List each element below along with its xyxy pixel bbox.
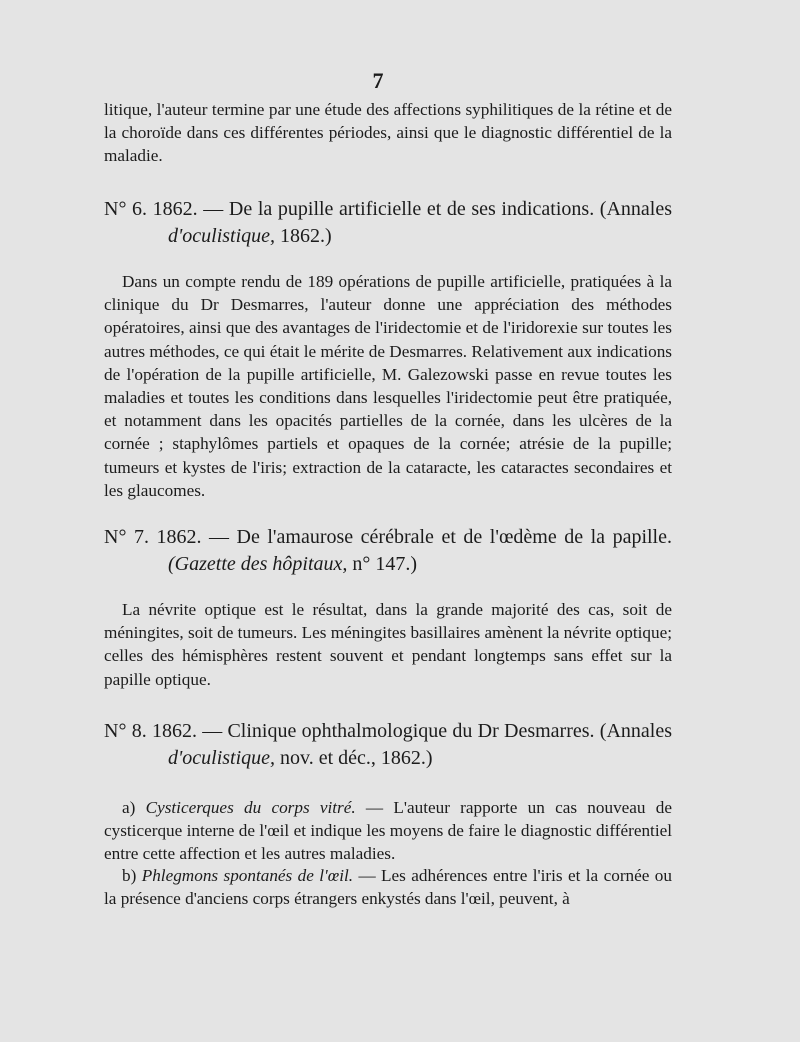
entry-8-heading-tail: nov. et déc., 1862.) (275, 747, 433, 769)
entry-8-item-b (104, 864, 672, 910)
entry-7-heading (104, 524, 672, 578)
entry-8-journal: d'oculistique, (168, 747, 276, 769)
entry-7-journal: (Gazette des hôpitaux, (168, 553, 348, 575)
entry-6-heading-line1: N° 6. 1862. — De la pupille artificielle et de ses indications. (Annales (104, 198, 672, 220)
entry-6-body: Dans un compte rendu de 189 opérations de pupille artificielle, pratiquées à la clinique du Dr Desmarres, l'auteur donne une appréciation des méthodes opératoires, ainsi que des avantages de l'iridectomie et de l'iridorexie sur toutes les autres méthodes, ce qui était le mérite de Desmarres. Relativement aux indications de l'opération de la pupille artificielle, M. Galezowski passe en revue toutes les maladies et toutes les conditions dans lesquelles l'iridectomie peut être pratiquée, et notamment dans les opacités partielles de la cornée, dans les ulcères de la cornée ; staphylômes partiels et opaques de la cornée; atrésie de la pupille; tumeurs et kystes de l'iris; extraction de la cataracte, les cataractes secondaires et les glaucomes. (104, 272, 672, 500)
entry-6-journal: d'oculistique, (168, 225, 276, 247)
intro-block (104, 98, 672, 168)
entry-8-item-a (104, 796, 672, 866)
intro-paragraph: litique, l'auteur termine par une étude des affections syphilitiques de la rétine et de la choroïde dans ces différentes périodes, ainsi que le diagnostic différentiel de la maladie. (104, 100, 672, 166)
entry-8-item-b-block (104, 864, 672, 910)
item-b-text: — Les adhérences entre l'iris et la cornée ou la présence d'anciens corps étrangers enkystés dans l'œil, peuvent, à (104, 866, 672, 909)
item-a-label: a) (122, 798, 146, 817)
entry-7-body: La névrite optique est le résultat, dans la grande majorité des cas, soit de méningites, soit de tumeurs. Les méningites basillaires amènent la névrite optique; celles des hémisphères restent souvent et pendant longtemps sans effet sur la papille optique. (104, 600, 673, 689)
entry-6-heading (104, 196, 672, 250)
page-number: 7 (372, 68, 384, 93)
item-b-label: b) (122, 866, 142, 885)
entry-7-body-block (104, 598, 672, 691)
entry-8-item-a-block (104, 796, 672, 866)
entry-8-heading (104, 718, 672, 772)
item-a-text: — L'auteur rapporte un cas nouveau de cysticerque interne de l'œil et indique les moyens de faire le diagnostic différentiel entre cette affection et les autres maladies. (104, 798, 672, 864)
entry-6-heading-tail: 1862.) (275, 225, 332, 247)
item-b-title: Phlegmons spontanés de l'œil. (141, 866, 354, 885)
entry-7-heading-line1: N° 7. 1862. — De l'amaurose cérébrale et de l'œdème de la papille. (104, 526, 672, 548)
entry-8-heading-line1: N° 8. 1862. — Clinique ophthalmologique du Dr Desmarres. (Annales (104, 720, 672, 742)
item-a-title: Cysticerques du corps vitré. (145, 798, 356, 817)
entry-7-heading-tail: n° 147.) (347, 553, 418, 575)
entry-6-body-block (104, 270, 672, 502)
